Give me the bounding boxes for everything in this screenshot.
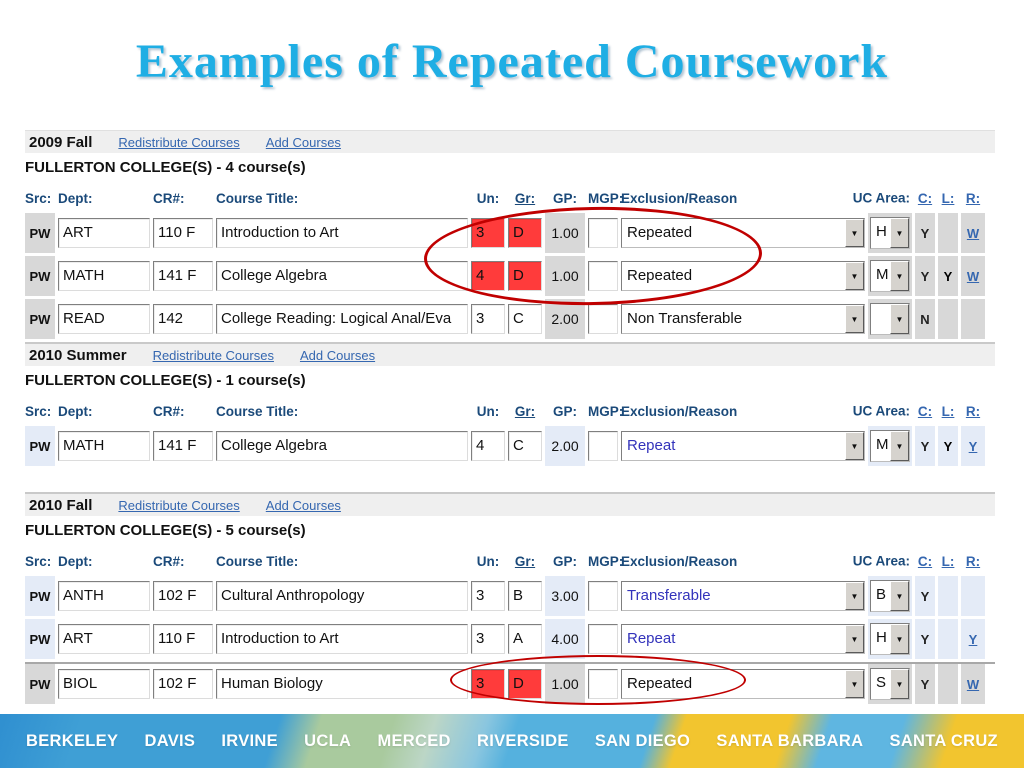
course-title-input[interactable]: College Reading: Logical Anal/Eva (216, 304, 468, 334)
units-input-highlighted[interactable]: 3 (471, 669, 505, 699)
dropdown-arrow-icon[interactable]: ▼ (845, 625, 864, 653)
l-flag (938, 299, 958, 339)
r-cell (961, 619, 985, 659)
dept-input[interactable]: READ (58, 304, 150, 334)
r-cell (961, 213, 985, 253)
campus-name: BERKELEY (26, 731, 119, 750)
campus-name: SANTA BARBARA (716, 731, 864, 750)
course-row (25, 619, 995, 659)
uc-area-select[interactable] (870, 430, 910, 462)
redistribute-courses-link[interactable]: Redistribute Courses (152, 347, 274, 363)
col-c-link[interactable]: C: (917, 403, 933, 419)
exclusion-select[interactable] (621, 581, 865, 611)
withdraw-link[interactable]: W (966, 268, 980, 284)
dept-input[interactable]: MATH (58, 261, 150, 291)
grade-input[interactable]: B (508, 581, 542, 611)
uc-area-value: B (876, 586, 887, 603)
uc-area-value: S (876, 674, 887, 691)
c-flag: Y (915, 576, 935, 616)
mgp-input[interactable] (588, 261, 618, 291)
redistribute-courses-link[interactable]: Redistribute Courses (118, 134, 240, 150)
uc-area-cell (868, 664, 912, 704)
exclusion-value: Repeated (627, 267, 693, 284)
col-grade-points: GP: (552, 190, 577, 206)
dropdown-arrow-icon[interactable]: ▼ (845, 670, 864, 698)
grade-points-value: 4.00 (545, 619, 585, 659)
col-l-link[interactable]: L: (941, 403, 955, 419)
exclusion-value: Repeat (627, 630, 676, 647)
campus-name: MERCED (377, 731, 451, 750)
page-title: Examples of Repeated Coursework (135, 35, 889, 88)
col-units: Un: (476, 553, 500, 569)
col-dept: Dept: (58, 553, 93, 569)
col-mgp: MGP: (588, 190, 624, 206)
course-title-input[interactable]: College Algebra (216, 431, 468, 461)
course-title-input[interactable]: College Algebra (216, 261, 468, 291)
dept-input[interactable]: ART (58, 218, 150, 248)
col-c-link[interactable]: C: (917, 190, 933, 206)
source-cell: PW (25, 256, 55, 296)
campus-name: DAVIS (144, 731, 196, 750)
exclusion-select[interactable] (621, 431, 865, 461)
term-band-2009-fall (25, 130, 995, 153)
col-exclusion: Exclusion/Reason (621, 553, 738, 569)
grade-points-value: 1.00 (545, 213, 585, 253)
term-label: 2010 Summer (29, 346, 127, 364)
dropdown-arrow-icon[interactable]: ▼ (890, 304, 909, 334)
source-cell: PW (25, 576, 55, 616)
r-link[interactable]: Y (968, 631, 978, 647)
grade-input[interactable]: A (508, 624, 542, 654)
uc-area-value: M (876, 266, 889, 283)
grade-input-highlighted[interactable]: D (508, 261, 542, 291)
col-dept: Dept: (58, 190, 93, 206)
exclusion-value: Transferable (627, 587, 711, 604)
course-row (25, 299, 995, 339)
col-grade-points: GP: (552, 403, 577, 419)
col-course-title: Course Title: (216, 553, 299, 569)
term-label: 2010 Fall (29, 496, 93, 514)
col-r-link[interactable]: R: (965, 553, 981, 569)
r-cell (961, 299, 985, 339)
uc-area-select[interactable] (870, 623, 910, 655)
c-flag: N (915, 299, 935, 339)
grade-input[interactable]: C (508, 431, 542, 461)
college-summary: FULLERTON COLLEGE(S) - 5 course(s) (25, 522, 306, 539)
college-summary: FULLERTON COLLEGE(S) - 4 course(s) (25, 159, 306, 176)
dept-input[interactable]: BIOL (58, 669, 150, 699)
dept-input[interactable]: ANTH (58, 581, 150, 611)
grade-input-highlighted[interactable]: D (508, 669, 542, 699)
col-cr: CR#: (153, 553, 185, 569)
col-grade-points: GP: (552, 553, 577, 569)
course-row (25, 662, 995, 704)
campus-name: IRVINE (221, 731, 278, 750)
exclusion-select[interactable] (621, 218, 865, 248)
course-number-input[interactable]: 110 F (153, 624, 213, 654)
dropdown-arrow-icon[interactable]: ▼ (845, 305, 864, 333)
course-row (25, 256, 995, 296)
l-flag (938, 576, 958, 616)
col-grade-sort-link[interactable]: Gr: (514, 403, 536, 419)
course-number-input[interactable]: 141 F (153, 431, 213, 461)
course-title-input[interactable]: Human Biology (216, 669, 468, 699)
source-cell: PW (25, 213, 55, 253)
dropdown-arrow-icon[interactable]: ▼ (890, 624, 909, 654)
course-number-input[interactable]: 102 F (153, 669, 213, 699)
exclusion-select[interactable] (621, 624, 865, 654)
table-header: Src: Dept: CR#: Course Title: Un: Gr: GP: MGP: Exclusion/Reason UC Area: C: L: R: (25, 400, 995, 422)
course-number-input[interactable]: 110 F (153, 218, 213, 248)
col-exclusion: Exclusion/Reason (621, 190, 738, 206)
exclusion-value: Repeat (627, 437, 676, 454)
r-cell (961, 256, 985, 296)
uc-area-select[interactable] (870, 217, 910, 249)
dropdown-arrow-icon[interactable]: ▼ (890, 581, 909, 611)
course-row (25, 213, 995, 253)
dropdown-arrow-icon[interactable]: ▼ (845, 582, 864, 610)
col-dept: Dept: (58, 403, 93, 419)
degree-audit-screenshot (25, 130, 995, 707)
uc-area-value: H (876, 223, 887, 240)
mgp-input[interactable] (588, 218, 618, 248)
col-grade-sort-link[interactable]: Gr: (514, 190, 536, 206)
col-units: Un: (476, 403, 500, 419)
l-flag: Y (938, 426, 958, 466)
col-l-link[interactable]: L: (941, 190, 955, 206)
uc-area-select[interactable] (870, 580, 910, 612)
course-title-input[interactable]: Introduction to Art (216, 218, 468, 248)
grade-points-value: 2.00 (545, 299, 585, 339)
c-flag: Y (915, 619, 935, 659)
col-src: Src: (25, 553, 52, 569)
col-mgp: MGP: (588, 403, 624, 419)
mgp-input[interactable] (588, 581, 618, 611)
exclusion-value: Non Transferable (627, 310, 743, 327)
grade-points-value: 3.00 (545, 576, 585, 616)
withdraw-link[interactable]: W (966, 225, 980, 241)
units-input[interactable]: 3 (471, 304, 505, 334)
dept-input[interactable]: ART (58, 624, 150, 654)
units-input-highlighted[interactable]: 3 (471, 218, 505, 248)
r-cell (961, 664, 985, 704)
l-flag: Y (938, 256, 958, 296)
uc-area-cell (868, 576, 912, 616)
add-courses-link[interactable]: Add Courses (265, 134, 341, 150)
col-course-title: Course Title: (216, 190, 299, 206)
grade-points-value: 2.00 (545, 426, 585, 466)
col-mgp: MGP: (588, 553, 624, 569)
uc-area-value: H (876, 629, 887, 646)
grade-input-highlighted[interactable]: D (508, 218, 542, 248)
col-exclusion: Exclusion/Reason (621, 403, 738, 419)
course-number-input[interactable]: 142 (153, 304, 213, 334)
term-band-2010-fall (25, 492, 995, 516)
mgp-input[interactable] (588, 304, 618, 334)
dropdown-arrow-icon[interactable]: ▼ (890, 669, 909, 699)
r-cell (961, 426, 985, 466)
col-cr: CR#: (153, 403, 185, 419)
col-l-link[interactable]: L: (941, 553, 955, 569)
units-input[interactable]: 3 (471, 624, 505, 654)
uc-area-value: M (876, 436, 889, 453)
uc-campus-banner (0, 714, 1024, 768)
units-input[interactable]: 4 (471, 431, 505, 461)
col-grade-sort-link[interactable]: Gr: (514, 553, 536, 569)
course-number-input[interactable]: 141 F (153, 261, 213, 291)
course-title-input[interactable]: Cultural Anthropology (216, 581, 468, 611)
term-label: 2009 Fall (29, 133, 93, 151)
dropdown-arrow-icon[interactable]: ▼ (845, 432, 864, 460)
units-input-highlighted[interactable]: 4 (471, 261, 505, 291)
c-flag: Y (915, 256, 935, 296)
dept-input[interactable]: MATH (58, 431, 150, 461)
source-cell: PW (25, 619, 55, 659)
col-c-link[interactable]: C: (917, 553, 933, 569)
c-flag: Y (915, 426, 935, 466)
uc-area-cell (868, 619, 912, 659)
course-row (25, 576, 995, 616)
grade-input[interactable]: C (508, 304, 542, 334)
source-cell: PW (25, 426, 55, 466)
term-band-2010-summer (25, 342, 995, 366)
add-courses-link[interactable]: Add Courses (265, 497, 341, 513)
campus-name: UCLA (304, 731, 352, 750)
col-course-title: Course Title: (216, 403, 299, 419)
uc-area-value (871, 304, 890, 334)
mgp-input[interactable] (588, 431, 618, 461)
uc-area-select[interactable] (870, 303, 910, 335)
grade-points-value: 1.00 (545, 256, 585, 296)
c-flag: Y (915, 664, 935, 704)
dropdown-arrow-icon[interactable]: ▼ (890, 218, 909, 248)
col-src: Src: (25, 403, 52, 419)
dropdown-arrow-icon[interactable]: ▼ (845, 262, 864, 290)
redistribute-courses-link[interactable]: Redistribute Courses (118, 497, 240, 513)
uc-area-cell (868, 299, 912, 339)
col-cr: CR#: (153, 190, 185, 206)
col-r-link[interactable]: R: (965, 190, 981, 206)
uc-area-cell (868, 426, 912, 466)
campus-name: RIVERSIDE (476, 731, 569, 750)
units-input[interactable]: 3 (471, 581, 505, 611)
dropdown-arrow-icon[interactable]: ▼ (845, 219, 864, 247)
col-r-link[interactable]: R: (965, 403, 981, 419)
exclusion-value: Repeated (627, 675, 693, 692)
exclusion-value: Repeated (627, 224, 693, 241)
uc-area-cell (868, 213, 912, 253)
mgp-input[interactable] (588, 624, 618, 654)
mgp-input[interactable] (588, 669, 618, 699)
r-cell (961, 576, 985, 616)
r-link[interactable]: Y (968, 438, 978, 454)
course-number-input[interactable]: 102 F (153, 581, 213, 611)
l-flag (938, 664, 958, 704)
c-flag: Y (915, 213, 935, 253)
exclusion-select[interactable] (621, 304, 865, 334)
source-cell: PW (25, 299, 55, 339)
dropdown-arrow-icon[interactable]: ▼ (890, 261, 909, 291)
uc-area-select[interactable] (870, 668, 910, 700)
table-header: Src: Dept: CR#: Course Title: Un: Gr: GP: MGP: Exclusion/Reason UC Area: C: L: R: (25, 187, 995, 209)
source-cell: PW (25, 664, 55, 704)
exclusion-select[interactable] (621, 669, 865, 699)
uc-area-select[interactable] (870, 260, 910, 292)
l-flag (938, 213, 958, 253)
exclusion-select[interactable] (621, 261, 865, 291)
table-header: Src: Dept: CR#: Course Title: Un: Gr: GP: MGP: Exclusion/Reason UC Area: C: L: R: (25, 550, 995, 572)
dropdown-arrow-icon[interactable]: ▼ (890, 431, 909, 461)
uc-area-cell (868, 256, 912, 296)
campus-name: SAN DIEGO (594, 731, 691, 750)
l-flag (938, 619, 958, 659)
col-src: Src: (25, 190, 52, 206)
campus-name: SANTA CRUZ (889, 731, 998, 750)
college-summary: FULLERTON COLLEGE(S) - 1 course(s) (25, 372, 306, 389)
course-title-input[interactable]: Introduction to Art (216, 624, 468, 654)
add-courses-link[interactable]: Add Courses (299, 347, 376, 363)
withdraw-link[interactable]: W (966, 676, 980, 692)
course-row (25, 426, 995, 466)
col-units: Un: (476, 190, 500, 206)
grade-points-value: 1.00 (545, 664, 585, 704)
